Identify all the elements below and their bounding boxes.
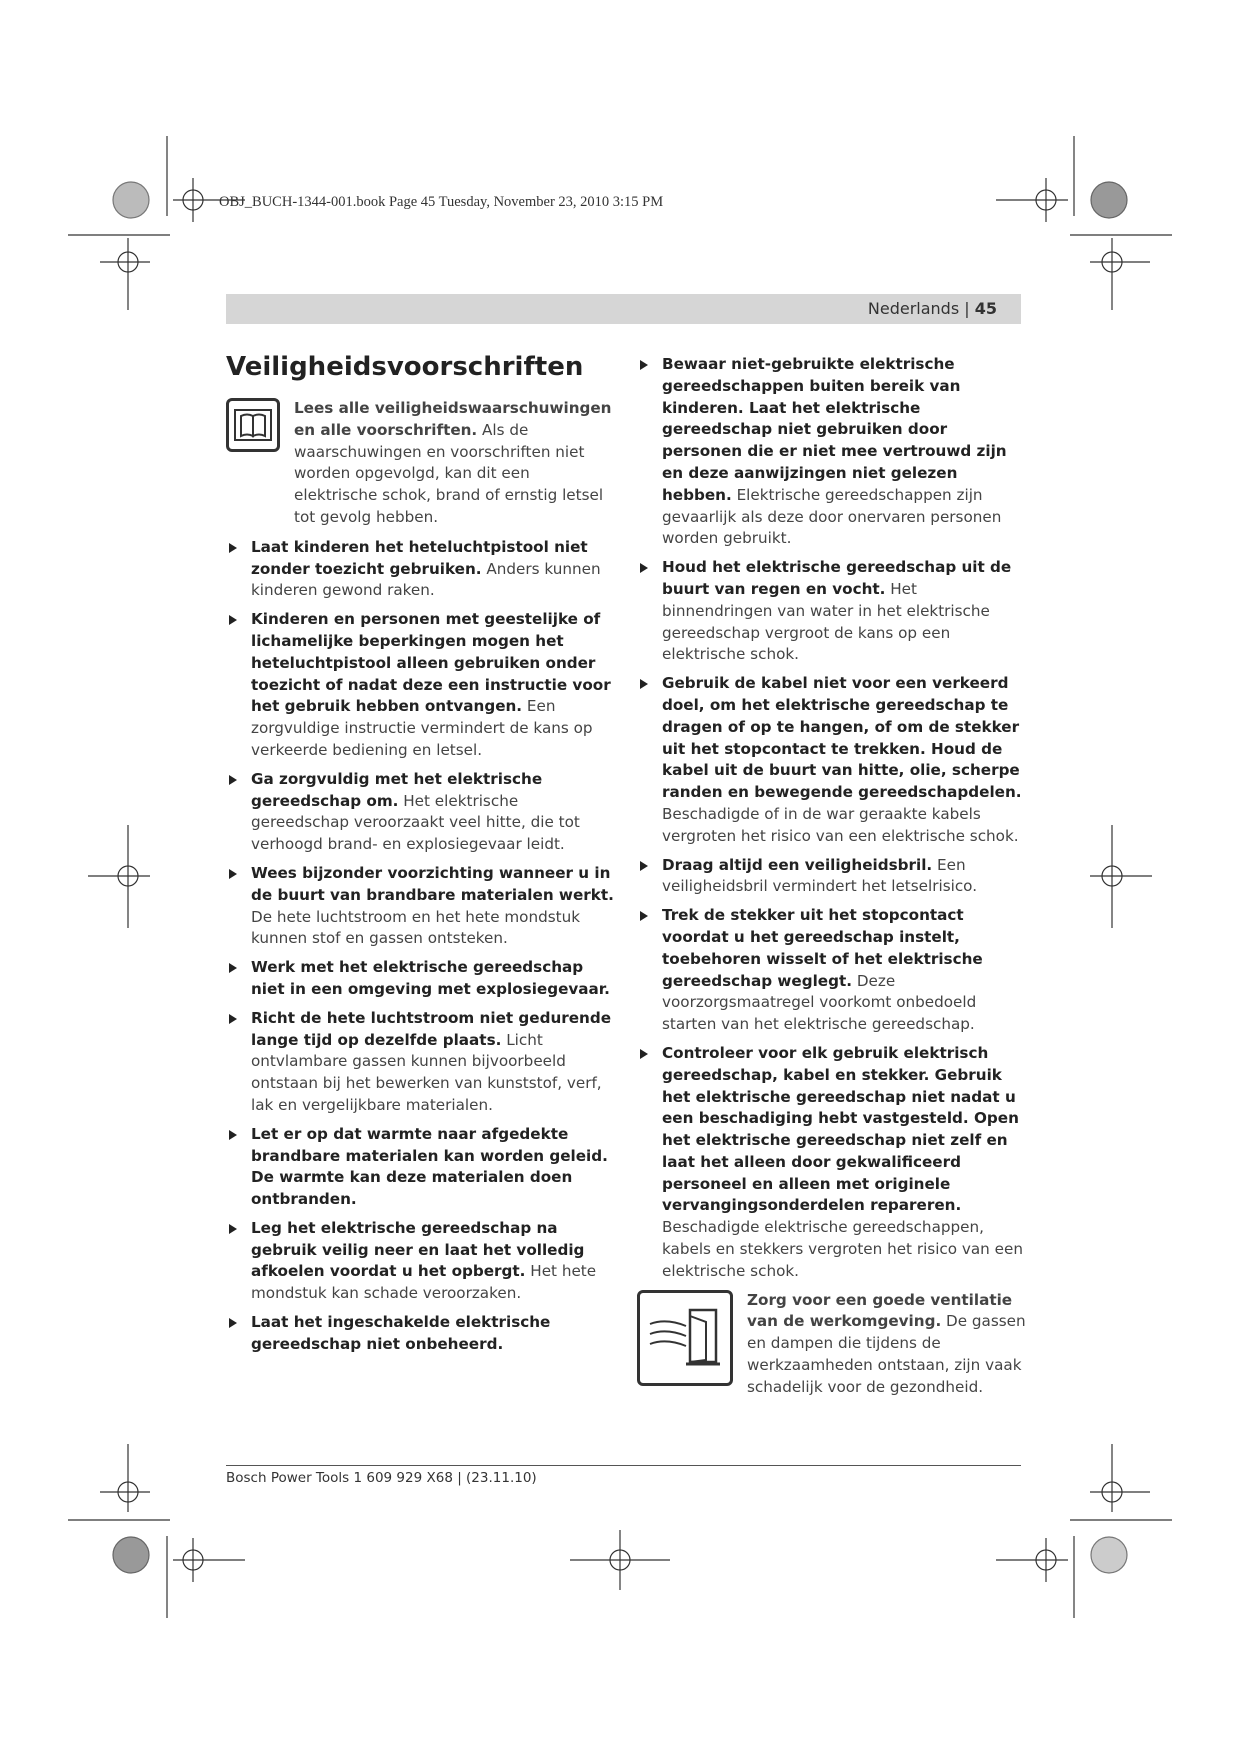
item-bold: Wees bijzonder voorzichting wanneer u in de buurt van brandbare materialen werkt. (251, 863, 614, 904)
item-text: Het binnendringen van water in het elektrische gereedschap vergroot de kans op een elektrische schok. (662, 579, 990, 664)
list-item (637, 557, 1027, 666)
list-item (226, 957, 616, 1001)
left-column (226, 398, 616, 1363)
manual-book-icon (226, 398, 280, 452)
list-item (226, 1312, 616, 1356)
item-bold: Werk met het elektrische gereedschap niet in een omgeving met explosiegevaar. (251, 958, 610, 998)
list-item (637, 1043, 1027, 1283)
list-item (226, 1008, 616, 1117)
header-language: Nederlands (867, 299, 960, 318)
header-separator: | (959, 299, 975, 318)
footer-text: Bosch Power Tools 1 609 929 X68 | (23.11.10) (226, 1470, 537, 1486)
page-header (226, 294, 1021, 324)
ventilation-block (637, 1290, 1027, 1399)
item-text: Een veiligheidsbril vermindert het letselrisico. (662, 855, 978, 896)
list-item (226, 609, 616, 762)
item-text: Een zorgvuldige instructie vermindert de kans op verkeerde bediening en letsel. (251, 697, 593, 759)
item-bold: Controleer voor elk gebruik elektrisch gereedschap, kabel en stekker. Gebruik het elektrische gereedschap niet nadat u een beschadiging hebt vastgesteld. Open het elektrische gereedschap niet zelf en laat het alleen door gekwalificeerd personeel en alleen met originele vervangingsonderdelen repareren. (662, 1043, 1019, 1215)
item-text: Beschadigde of in de war geraakte kabels vergroten het risico van een elektrische schok. (662, 804, 1019, 845)
item-bold: Laat het ingeschakelde elektrische gereedschap niet onbeheerd. (251, 1313, 551, 1353)
right-column (637, 354, 1027, 1407)
item-bold: Houd het elektrische gereedschap uit de buurt van regen en vocht. (662, 558, 1012, 598)
intro-text (294, 398, 616, 529)
item-text: Elektrische gereedschappen zijn gevaarlijk als deze door onervaren personen worden gebruikt. (662, 485, 1002, 548)
item-bold: Let er op dat warmte naar afgedekte brandbare materialen kan worden geleid. De warmte kan deze materialen doen ontbranden. (251, 1124, 608, 1209)
list-item (226, 769, 616, 856)
intro-regular: Als de waarschuwingen en voorschriften niet worden opgevolgd, kan dit een elektrische schok, brand of ernstig letsel tot gevolg hebben. (294, 420, 604, 526)
item-bold: Draag altijd een veiligheidsbril. (662, 855, 933, 874)
item-text: Het elektrische gereedschap veroorzaakt veel hitte, die tot verhoogd brand- en explosiegevaar leidt. (251, 791, 580, 854)
item-bold: Richt de hete luchtstroom niet gedurende lange tijd op dezelfde plaats. (251, 1008, 612, 1049)
list-item (637, 354, 1027, 550)
item-bold: Laat kinderen het heteluchtpistool niet zonder toezicht gebruiken. (251, 537, 588, 578)
item-bold: Kinderen en personen met geestelijke of lichamelijke beperkingen mogen het heteluchtpistool alleen gebruiken onder toezicht of nadat deze een instructie voor het gebruik hebben ontvangen. (251, 610, 611, 716)
list-item (637, 855, 1027, 899)
intro-block (226, 398, 616, 529)
item-text: Deze voorzorgsmaatregel voorkomt onbedoeld starten van het elektrische gereedschap. (662, 971, 977, 1034)
item-text: Het hete mondstuk kan schade veroorzaken. (251, 1262, 597, 1303)
page-number: 45 (974, 299, 997, 318)
intro-bold: Lees alle veiligheidswaarschuwingen en alle voorschriften. (294, 399, 612, 439)
list-item (226, 537, 616, 602)
list-item (637, 673, 1027, 847)
item-text: Beschadigde elektrische gereedschappen, kabels en stekkers vergroten het risico van een elektrische schok. (662, 1218, 1023, 1280)
item-text: Anders kunnen kinderen gewond raken. (251, 559, 601, 600)
footer-rule (226, 1465, 1021, 1466)
ventilation-text (747, 1290, 1027, 1399)
list-item (226, 1218, 616, 1305)
ventilation-window-icon (637, 1290, 733, 1386)
ventilation-regular: De gassen en dampen die tijdens de werkzaamheden ontstaan, zijn vaak schadelijk voor de gezondheid. (747, 1312, 1026, 1396)
print-metadata: OBJ_BUCH-1344-001.book Page 45 Tuesday, November 23, 2010 3:15 PM (219, 194, 664, 210)
item-bold: Gebruik de kabel niet voor een verkeerd doel, om het elektrische gereedschap te dragen of op te hangen, of om de stekker uit het stopcontact te trekken. Houd de kabel uit de buurt van hitte, olie, scherpe randen en bewegende gereedschapdelen. (662, 674, 1022, 802)
list-item (226, 863, 616, 950)
item-bold: Bewaar niet-gebruikte elektrische gereedschappen buiten bereik van kinderen. Laat het elektrische gereedschap niet gebruiken door personen die er niet mee vertrouwd zijn en deze aanwijzingen niet gelezen hebben. (662, 355, 1007, 504)
list-item (226, 1124, 616, 1211)
item-text: De hete luchtstroom en het hete mondstuk kunnen stof en gassen ontsteken. (251, 907, 581, 948)
header-text (868, 299, 997, 318)
list-item (637, 905, 1027, 1036)
item-bold: Trek de stekker uit het stopcontact voordat u het gereedschap instelt, toebehoren wisselt of het elektrische gereedschap weglegt. (662, 906, 983, 990)
item-bold: Ga zorgvuldig met het elektrische gereedschap om. (251, 769, 543, 810)
item-bold: Leg het elektrische gereedschap na gebruik veilig neer en laat het volledig afkoelen voordat u het opbergt. (251, 1218, 585, 1281)
item-text: Licht ontvlambare gassen kunnen bijvoorbeeld ontstaan bij het bewerken van kunststof, verf, lak en vergelijkbare materialen. (251, 1030, 602, 1114)
ventilation-bold: Zorg voor een goede ventilatie van de werkomgeving. (747, 1290, 1013, 1331)
page-title: Veiligheidsvoorschriften (226, 352, 584, 382)
